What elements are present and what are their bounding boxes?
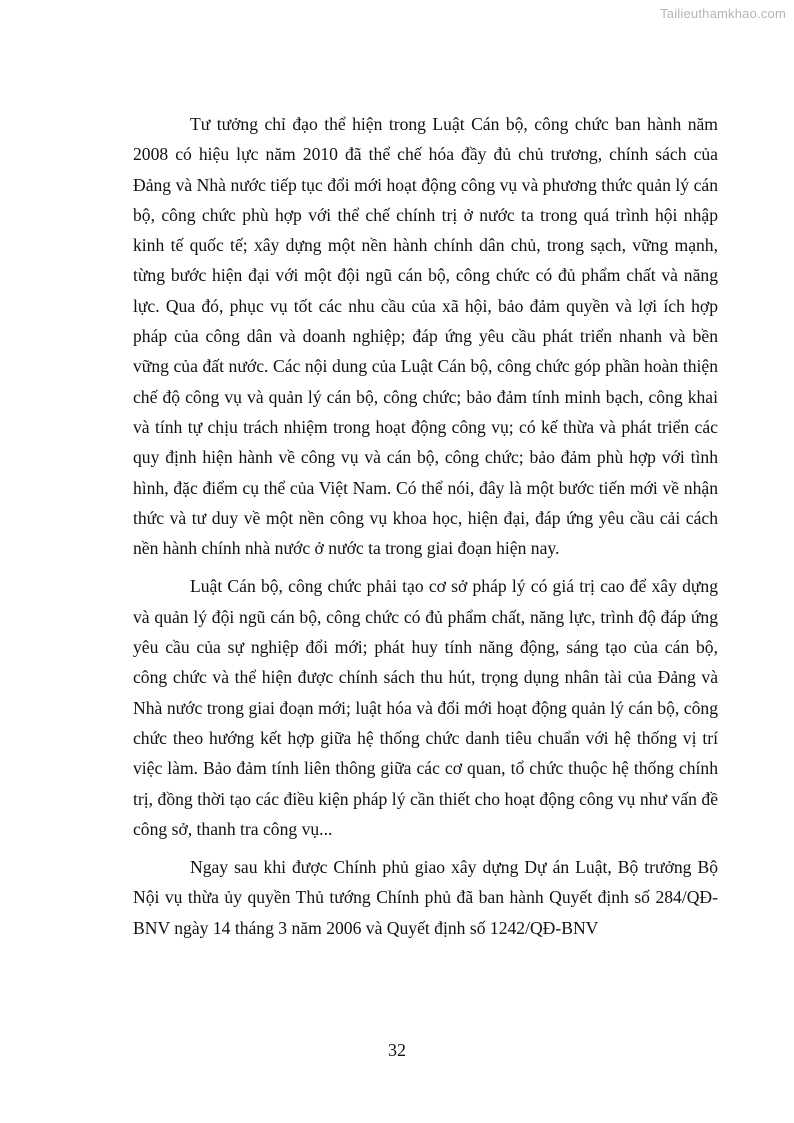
watermark-text: Tailieuthamkhao.com (660, 6, 786, 21)
paragraph-2: Luật Cán bộ, công chức phải tạo cơ sở pháp lý có giá trị cao để xây dựng và quản lý đội ngũ cán bộ, công chức có đủ phẩm chất, năng lực, trình độ đáp ứng yêu cầu của sự nghiệp đổi mới; phát huy tính năng động, sáng tạo của cán bộ, công chức và thể hiện được chính sách thu hút, trọng dụng nhân tài của Đảng và Nhà nước trong giai đoạn mới; luật hóa và đổi mới hoạt động quản lý cán bộ, công chức theo hướng kết hợp giữa hệ thống chức danh tiêu chuẩn với hệ thống vị trí việc làm. Bảo đảm tính liên thông giữa các cơ quan, tổ chức thuộc hệ thống chính trị, đồng thời tạo các điều kiện pháp lý cần thiết cho hoạt động công vụ như vấn đề công sở, thanh tra công vụ... (133, 576, 718, 839)
paragraph-3: Ngay sau khi được Chính phủ giao xây dựng Dự án Luật, Bộ trưởng Bộ Nội vụ thừa ủy quyền Thủ tướng Chính phủ đã ban hành Quyết định số 284/QĐ-BNV ngày 14 tháng 3 năm 2006 và Quyết định số 1242/QĐ-BNV (133, 857, 718, 938)
document-body (133, 109, 718, 943)
paragraph-1: Tư tưởng chỉ đạo thể hiện trong Luật Cán bộ, công chức ban hành năm 2008 có hiệu lực năm 2010 đã thể chế hóa đầy đủ chủ trương, chính sách của Đảng và Nhà nước tiếp tục đổi mới hoạt động công vụ và phương thức quản lý cán bộ, công chức phù hợp với thể chế chính trị ở nước ta trong quá trình hội nhập kinh tế quốc tế; xây dựng một nền hành chính dân chủ, trong sạch, vững mạnh, từng bước hiện đại với một đội ngũ cán bộ, công chức có đủ phẩm chất và năng lực. Qua đó, phục vụ tốt các nhu cầu của xã hội, bảo đảm quyền và lợi ích hợp pháp của công dân và doanh nghiệp; đáp ứng yêu cầu phát triển nhanh và bền vững của đất nước. Các nội dung của Luật Cán bộ, công chức góp phần hoàn thiện chế độ công vụ và quản lý cán bộ, công chức; bảo đảm tính minh bạch, công khai và tính tự chịu trách nhiệm trong hoạt động công vụ; có kế thừa và phát triển các quy định hiện hành về công vụ và cán bộ, công chức; bảo đảm phù hợp với tình hình, đặc điểm cụ thể của Việt Nam. Có thể nói, đây là một bước tiến mới về nhận thức và tư duy về một nền công vụ khoa học, hiện đại, đáp ứng yêu cầu cải cách nền hành chính nhà nước ở nước ta trong giai đoạn hiện nay. (133, 114, 718, 559)
page-number: 32 (388, 1040, 406, 1060)
